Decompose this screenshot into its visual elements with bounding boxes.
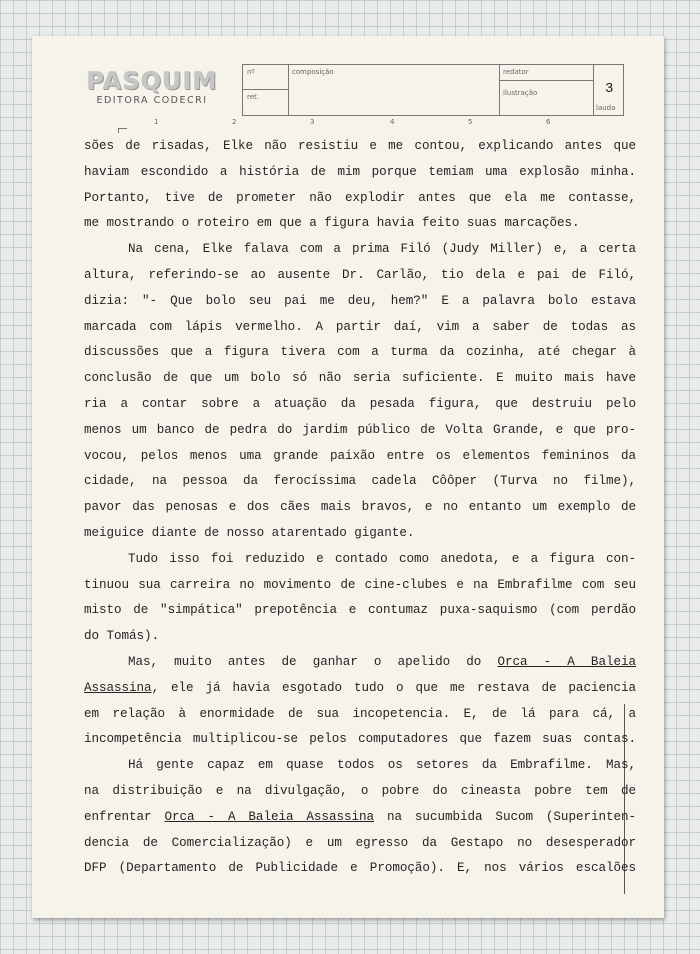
- typed-line: Há gente capaz em quase todos os setores da Embrafilme. Mas,: [128, 758, 636, 773]
- typed-line: Tudo isso foi reduzido e contado como anedota, e a figura con-: [128, 551, 636, 566]
- typed-line: enfrentar Orca - A Baleia Assassina na sucumbida Sucom (Superinten-: [84, 809, 637, 824]
- margin-bracket: [118, 128, 127, 133]
- body-text: [84, 134, 636, 882]
- field-ret-label: ret.: [247, 93, 260, 101]
- page-number: 3: [605, 81, 614, 97]
- typed-line: incompetência multiplicou-se pelos computadores que fazem suas contas.: [84, 732, 636, 747]
- typed-line: marcada com lápis vermelho. A partir daí, vim a saber de todas as: [84, 319, 636, 334]
- typed-line: do Tomás).: [84, 629, 160, 644]
- typed-line: Assassina, ele já havia esgotado tudo o que me restava de paciencia: [84, 680, 636, 695]
- ruler-tick: 6: [546, 118, 551, 126]
- typed-line: tinuou sua carreira no movimento de cine-clubes e na Embrafilme com seu: [84, 577, 636, 592]
- ruler-tick: 5: [468, 118, 473, 126]
- underlined-title: Orca - A Baleia Assassina: [164, 809, 374, 824]
- typed-line: em relação à enormidade de sua incopetencia. E, de lá para cá, a: [84, 706, 636, 721]
- underlined-title: Assassina: [84, 680, 152, 695]
- field-ilustracao-label: ilustração: [503, 89, 538, 97]
- typed-line: discussões que a figura tivera com a turma da cozinha, até chegar à: [84, 345, 636, 360]
- typed-line: meiguice diante de nosso atarentado gigante.: [84, 525, 415, 540]
- typed-line: sões de risadas, Elke não resistiu e me contou, explicando antes que: [84, 139, 636, 153]
- typed-line: Na cena, Elke falava com a prima Filó (Judy Miller) e, a certa: [128, 242, 636, 257]
- typed-line: me mostrando o roteiro em que a figura havia feito suas marcações.: [84, 216, 580, 231]
- ruler-tick: 3: [310, 118, 315, 126]
- publisher-logo: [82, 68, 222, 106]
- ruler-tick: 2: [232, 118, 237, 126]
- ruler-tick: 4: [390, 118, 395, 126]
- typed-line: dencia de Comercialização) e um egresso da Gestapo no desesperador: [84, 835, 636, 850]
- field-lauda-label: lauda: [596, 104, 616, 112]
- typed-line: DFP (Departamento de Publicidade e Promoção). E, nos vários escalões: [84, 861, 636, 876]
- typewritten-page: [32, 36, 664, 918]
- typed-line: pavor das penosas e dos cães mais bravos, e no entanto um exemplo de: [84, 500, 636, 515]
- header-form: [242, 64, 624, 116]
- typed-line: misto de "simpática" prepotência e contumaz puxa-saquismo (com perdão: [84, 603, 636, 618]
- typed-line: altura, referindo-se ao ausente Dr. Carlão, tio dela e pai de Filó,: [84, 267, 636, 282]
- logo-wordmark: PASQUIM: [86, 67, 218, 95]
- typed-line: Portanto, tive de prometer não explodir antes que ela me contasse,: [84, 190, 636, 205]
- typed-line: dizia: "- Que bolo seu pai me deu, hem?" E a palavra bolo estava: [84, 293, 636, 308]
- underlined-title: Orca - A Baleia: [497, 654, 636, 669]
- logo-subtitle: EDITORA CODECRI: [96, 95, 208, 106]
- field-composicao-label: composição: [292, 68, 334, 76]
- typed-line: na distribuição e na divulgação, o pobre do cineasta pobre tem de: [84, 783, 636, 798]
- ruler-tick: 1: [154, 118, 159, 126]
- typed-line: menos um banco de pedra do jardim público de Volta Grande, e que pro-: [84, 422, 636, 437]
- typed-line: cidade, na pessoa da ferocíssima cadela Côôper (Turva no filme),: [84, 474, 636, 489]
- typed-line: haviam escondido a história de mim porque temiam uma explosão minha.: [84, 164, 636, 179]
- field-number-label: nº: [247, 68, 255, 76]
- typed-line: ria a contar sobre a atuação da pesada figura, que destruiu pelo: [84, 396, 636, 411]
- typed-line: Mas, muito antes de ganhar o apelido do Orca - A Baleia: [128, 654, 636, 669]
- field-redator-label: redator: [503, 68, 529, 76]
- typed-line: conclusão de que um bolo só não seria suficiente. E muito mais have: [84, 371, 636, 386]
- typed-line: vocou, pelos menos uma grande paixão entre os elementos femininos da: [84, 448, 636, 463]
